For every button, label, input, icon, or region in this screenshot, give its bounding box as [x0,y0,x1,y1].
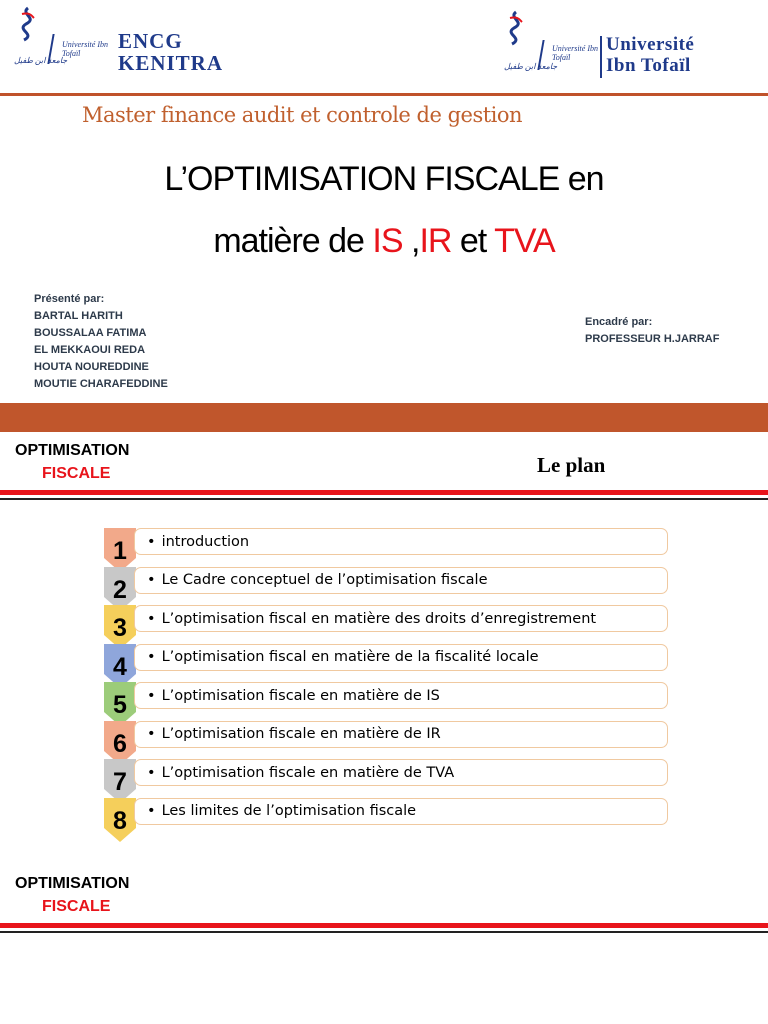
slide-header [0,865,768,925]
item-label: • Le Cadre conceptuel de l’optimisation fiscale [134,567,668,594]
item-number: 3 [113,614,127,642]
university-name [606,34,694,76]
supervisor-block [585,314,719,348]
title-is: IS [372,222,403,260]
plan-item [104,643,674,682]
logo-arabic-text: جامعة ابن طفيل [14,56,68,65]
item-number: 5 [113,691,127,719]
plan-item [104,604,674,643]
title-et: et [451,222,495,260]
item-label: • L’optimisation fiscal en matière des droits d’enregistrement [134,605,668,632]
university-line2: Ibn Tofaïl [606,55,691,76]
item-label: • Les limites de l’optimisation fiscale [134,798,668,825]
plan-item [104,527,674,566]
encg-line1: ENCG [118,29,183,53]
plan-list [104,527,674,835]
footer-band [0,403,768,432]
presenter-name: EL MEKKAOUI REDA [34,344,146,356]
presenters-block [34,291,168,393]
logo-divider [600,36,602,78]
presenter-name: BARTAL HARITH [34,310,123,322]
header-red-rule [0,923,768,928]
title-slide [0,0,768,432]
item-label: • L’optimisation fiscale en matière de TVA [134,759,668,786]
title-prefix: matière de [213,222,373,260]
item-number: 7 [113,768,127,796]
plan-item [104,720,674,759]
presented-label: Présenté par: [34,293,105,305]
encg-line2: KENITRA [118,51,224,75]
item-label: • L’optimisation fiscal en matière de la fiscalité locale [134,644,668,671]
title-line-1: L’OPTIMISATION FISCALE en [164,160,604,198]
item-label: • L’optimisation fiscale en matière de IR [134,721,668,748]
university-emblem-icon [500,10,534,56]
encg-name [118,30,223,74]
header-dark-rule [0,498,768,500]
supervisor-label: Encadré par: [585,316,653,328]
header-fiscale: FISCALE [42,465,111,482]
item-number: 6 [113,729,127,758]
title-tva: TVA [494,222,555,260]
header-optimisation: OPTIMISATION [15,875,130,892]
header-divider [0,93,768,96]
item-label: • introduction [134,528,668,555]
logo-sub-text: Université Ibn Tofaïl [62,40,108,58]
plan-item [104,797,674,836]
master-program: Master finance audit et controle de gestion [82,103,523,127]
slide-header [0,432,768,492]
header-red-rule [0,490,768,495]
university-emblem-icon [12,6,46,52]
item-number: 2 [113,575,127,604]
header-fiscale: FISCALE [42,898,111,915]
university-line1: Université [606,34,695,55]
item-number: 8 [113,806,127,835]
presenter-name: MOUTIE CHARAFEDDINE [34,378,168,390]
plan-title: Le plan [537,453,606,477]
title-line-2 [0,222,768,261]
item-number: 4 [113,652,127,681]
title-ir: IR [419,222,452,260]
plan-item [104,566,674,605]
header-dark-rule [0,931,768,933]
presenter-name: HOUTA NOUREDDINE [34,361,149,373]
header-optimisation: OPTIMISATION [15,442,130,459]
plan-item [104,681,674,720]
item-number: 1 [113,537,127,565]
title-separator: , [402,222,420,260]
item-label: • L’optimisation fiscale en matière de IS [134,682,668,709]
supervisor-name: PROFESSEUR H.JARRAF [585,333,720,345]
presenter-name: BOUSSALAA FATIMA [34,327,147,339]
logo-arabic-text: جامعة ابن طفيل [504,62,558,71]
logo-sub-text: Université Ibn Tofaïl [552,44,598,62]
plan-item [104,758,674,797]
